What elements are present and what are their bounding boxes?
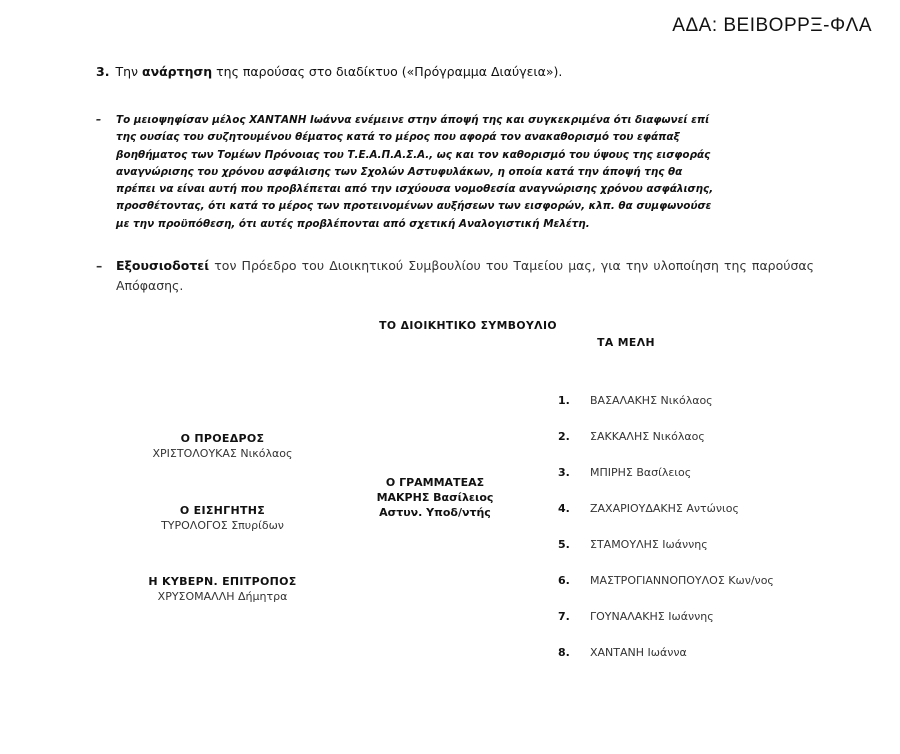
member-number: 3. — [558, 466, 570, 479]
member-number: 7. — [558, 610, 570, 623]
member-name: ΜΑΣΤΡΟΓΙΑΝΝΟΠΟΥΛΟΣ Κων/νος — [590, 574, 774, 587]
commissioner-role: Η ΚΥΒΕΡΝ. ΕΠΙΤΡΟΠΟΣ — [148, 575, 297, 588]
member-name: ΒΑΣΑΛΑΚΗΣ Νικόλαος — [590, 394, 713, 407]
president-role: Ο ΠΡΟΕΔΡΟΣ — [180, 432, 265, 445]
member-number: 1. — [558, 394, 570, 407]
member-number: 4. — [558, 502, 570, 515]
minority-line: βοηθήματος των Τομέων Πρόνοιας του Τ.Ε.Α.Π.Α.Σ.Α., ως και τον καθορισμό του ύψους της εισφοράς — [116, 148, 711, 161]
item-3 — [96, 64, 562, 79]
item-3-text: της παρούσας στο διαδίκτυο («Πρόγραμμα Διαύγεια»). — [216, 64, 563, 79]
member-number: 5. — [558, 538, 570, 551]
minority-line: πρέπει να είναι αυτή που προβλέπεται από την ισχύουσα νομοθεσία αναγνώρισης χρόνου ασφάλισης, — [116, 183, 714, 196]
member-name: ΜΠΙΡΗΣ Βασίλειος — [590, 466, 692, 479]
secretary-signature — [360, 475, 510, 520]
secretary-role: Ο ΓΡΑΜΜΑΤΕΑΣ — [385, 476, 485, 489]
dash-bullet: – — [96, 114, 102, 126]
board-title: ΤΟ ΔΙΟΙΚΗΤΙΚΟ ΣΥΜΒΟΥΛΙΟ — [379, 319, 557, 332]
minority-opinion-text — [116, 112, 814, 233]
member-name: ΣΤΑΜΟΥΛΗΣ Ιωάννης — [590, 538, 708, 551]
minority-line: Το μειοψηφίσαν μέλος ΧΑΝΤΑΝΗ Ιωάννα ενέμεινε στην άποψή της και συγκεκριμένα ότι διαφωνεί επί — [116, 114, 710, 126]
authorization-rest: τον Πρόεδρο του Διοικητικού Συμβουλίου του Ταμείου μας, για την υλοποίηση της παρούσας Απόφασης. — [116, 258, 814, 293]
minority-line: της ουσίας του συζητουμένου θέματος κατά το μέρος που αφορά τον ανακαθορισμό του εφάπαξ — [116, 131, 680, 144]
minority-line: με την προϋπόθεση, ότι αυτές προβλέπονται από σχετική Αναλογιστική Μελέτη. — [116, 217, 590, 230]
member-name: ΧΑΝΤΑΝΗ Ιωάννα — [590, 646, 687, 659]
minority-line: αναγνώρισης του χρόνου ασφάλισης των Σχολών Αστυφυλάκων, η οποία κατά την άποψή της θα — [116, 165, 683, 178]
secretary-title: Αστυν. Υποδ/ντής — [379, 506, 491, 519]
commissioner-name: ΧΡΥΣΟΜΑΛΛΗ Δήμητρα — [157, 590, 288, 603]
ada-code: ΑΔΑ: ΒΕΙΒΟΡΡΞ-ΦΛΑ — [672, 15, 872, 36]
member-number: 2. — [558, 430, 570, 443]
member-name: ΣΑΚΚΑΛΗΣ Νικόλαος — [590, 430, 705, 443]
item-3-bold: ανάρτηση — [141, 64, 213, 79]
member-name: ΖΑΧΑΡΙΟΥΔΑΚΗΣ Αντώνιος — [590, 502, 739, 515]
rapporteur-role: Ο ΕΙΣΗΓΗΤΗΣ — [179, 504, 266, 517]
minority-line: προσθέτοντας, ότι κατά το μέρος των προτεινομένων αυξήσεων των εισφορών, κλπ. θα συμφωνούσε — [116, 200, 712, 213]
members-title: ΤΑ ΜΕΛΗ — [597, 336, 655, 349]
authorization-clause — [96, 256, 814, 296]
member-number: 8. — [558, 646, 570, 659]
rapporteur-signature — [120, 503, 325, 533]
authorization-bold: Εξουσιοδοτεί — [116, 258, 210, 273]
secretary-name: ΜΑΚΡΗΣ Βασίλειος — [376, 491, 494, 504]
item-3-prefix: Την — [115, 64, 138, 79]
president-signature — [120, 431, 325, 461]
member-name: ΓΟΥΝΑΛΑΚΗΣ Ιωάννης — [590, 610, 714, 623]
item-3-number: 3. — [96, 64, 110, 79]
commissioner-signature — [120, 574, 325, 604]
president-name: ΧΡΙΣΤΟΛΟΥΚΑΣ Νικόλαος — [152, 447, 293, 460]
dash-bullet: – — [96, 258, 103, 273]
minority-opinion — [96, 112, 814, 233]
authorization-text — [116, 256, 814, 296]
member-number: 6. — [558, 574, 570, 587]
rapporteur-name: ΤΥΡΟΛΟΓΟΣ Σπυρίδων — [161, 519, 284, 532]
